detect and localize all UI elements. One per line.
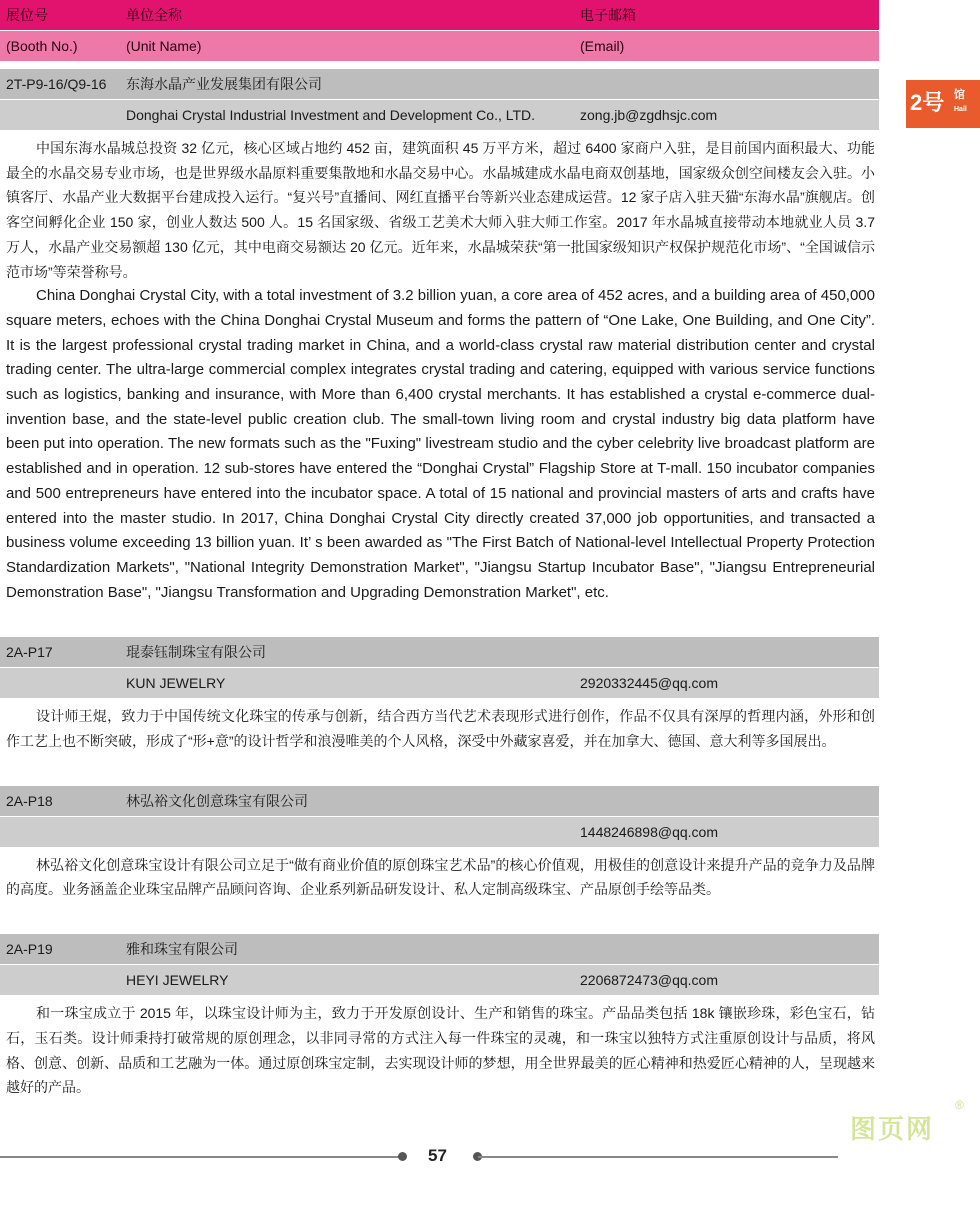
exhibitor-entry	[0, 637, 879, 753]
company-email: 2920332445@qq.com	[580, 675, 718, 692]
exhibitor-entry	[0, 69, 879, 605]
email-header: 电子邮箱	[580, 7, 636, 23]
description-cn: 林弘裕文化创意珠宝设计有限公司立足于“做有商业价值的原创珠宝艺术品”的核心价值观，用极佳的创意设计来提升产品的竞争力及品牌的高度。业务涵盖企业珠宝品牌产品顾问咨询、企业系列新品研发设计、私人定制高级珠宝、产品原创手绘等品类。	[6, 856, 875, 898]
exhibitor-row	[0, 786, 879, 816]
booth-number: 2T-P9-16/Q9-16	[6, 76, 107, 92]
footer-rule-left	[0, 1156, 400, 1158]
exhibitor-row-en	[0, 668, 879, 698]
company-name-cn: 东海水晶产业发展集团有限公司	[126, 76, 322, 92]
page-number: 57	[428, 1145, 447, 1165]
booth-number: 2A-P19	[6, 941, 53, 958]
booth-number: 2A-P18	[6, 792, 53, 809]
description-en: China Donghai Crystal City, with a total investment of 3.2 billion yuan, a core area of 452 acres, and a building area of 450,000 square meters, echoes with the China Donghai Crystal Museum and forms the pattern of “One Lake, One Building, and One City”. It is the largest professional crystal trading market in China, and a world-class crystal raw material distribution center and crystal trading center. The ultra-large commercial complex integrates crystal trading and catering, equipped with various service functions such as logistics, banking and insurance, with More than 6,400 crystal merchants. It has established a crystal e-commerce dual-invention base, and the state-level public creation club. The small-town living room and crystal industry big data platform have been put into operation. The new formats such as the "Fuxing" livestream studio and the cyber celebrity live broadcast platform are established and in operation. 12 sub-stores have entered the “Donghai Crystal” Flagship Store at T-mall. 150 incubator companies and 500 entrepreneurs have entered into the incubator space. A total of 15 national and provincial masters of arts and crafts have entered into the master studio. In 2017, China Donghai Crystal City directly created 37,000 job opportunities, and transacted a business volume exceeding 13 billion yuan. It’ s been awarded as "The First Batch of National-level Intellectual Property Protection Standardization Markets", "National Integrity Demonstration Market", "Jiangsu Startup Incubator Base", "Jiangsu Entrepreneurial Demonstration Base", "Jiangsu Transformation and Upgrading Demonstration Market", etc.	[6, 287, 875, 601]
hall-label-cn: 馆	[954, 89, 965, 101]
company-name-en: Donghai Crystal Industrial Investment and Development Co., LTD.	[126, 107, 536, 123]
exhibitor-row	[0, 637, 879, 667]
exhibitor-row	[0, 69, 879, 99]
hall-tab	[906, 80, 980, 128]
name-header: 单位全称	[126, 7, 182, 23]
exhibitor-row-en	[0, 817, 879, 847]
company-email: 1448246898@qq.com	[580, 823, 718, 840]
table-header-cn	[0, 0, 879, 30]
exhibitor-entry	[0, 934, 879, 1100]
watermark-logo: 图页网	[850, 1113, 935, 1144]
page-footer	[0, 1097, 980, 1182]
hall-label-en: Hall	[954, 106, 967, 113]
exhibitor-entry	[0, 786, 879, 902]
booth-header: 展位号	[6, 7, 48, 23]
company-name-cn: 雅和珠宝有限公司	[126, 941, 238, 958]
exhibitor-row	[0, 934, 879, 964]
exhibitor-row-en	[0, 965, 879, 995]
description-cn: 设计师王焜，致力于中国传统文化珠宝的传承与创新，结合西方当代艺术表现形式进行创作，作品不仅具有深厚的哲理内涵，外形和创作工艺上也不断突破，形成了“形+意”的设计哲学和浪漫唯美的个人风格，深受中外藏家喜爱，并在加拿大、德国、意大利等多国展出。	[6, 708, 875, 750]
booth-number: 2A-P17	[6, 644, 53, 661]
watermark-registered-mark: ®	[955, 1097, 964, 1112]
company-name-cn: 林弘裕文化创意珠宝有限公司	[126, 792, 308, 809]
email-header-en: (Email)	[580, 38, 625, 54]
footer-dot-left	[398, 1152, 407, 1161]
company-name-en: HEYI JEWELRY	[126, 972, 229, 989]
exhibitor-row-en	[0, 100, 879, 130]
description-cn: 和一珠宝成立于 2015 年，以珠宝设计师为主，致力于开发原创设计、生产和销售的珠宝。产品品类包括 18k 镶嵌珍珠，彩色宝石，钻石，玉石类。设计师秉持打破常规的原创理念，以非同寻常的方式注入每一件珠宝的灵魂，和一珠宝以独特方式注重原创设计与品质，将风格、创意、创新、品质和工艺融为一体。通过原创珠宝定制，去实现设计师的梦想，用全世界最美的匠心精神和热爱匠心精神的人，呈现越来越好的产品。	[6, 1005, 875, 1096]
footer-rule-right	[478, 1156, 838, 1158]
company-name-en: KUN JEWELRY	[126, 675, 226, 692]
company-email: zong.jb@zgdhsjc.com	[580, 107, 718, 123]
description-cn: 中国东海水晶城总投资 32 亿元，核心区域占地约 452 亩，建筑面积 45 万平方米，超过 6400 家商户入驻，是目前国内面积最大、功能最全的水晶交易专业市场，也是世界级水晶原料重要集散地和水晶交易中心。水晶城建成水晶电商双创基地，国家级众创空间楼友会入驻。小镇客厅、水晶产业大数据平台建成投入运行。“复兴号”直播间、网红直播平台等新兴业态建成运营。12 家子店入驻天猫“东海水晶”旗舰店。创客空间孵化企业 150 家，创业人数达 500 人。15 名国家级、省级工艺美术大师入驻大师工作室。2017 年水晶城直接带动本地就业人员 3.7 万人，水晶产业交易额超 130 亿元，其中电商交易额达 20 亿元。近年来，水晶城荣获“第一批国家级知识产权保护规范化市场”、“全国诚信示范市场”等荣誉称号。	[6, 140, 875, 280]
table-header-en	[0, 31, 879, 61]
hall-number: 2号	[910, 90, 945, 115]
booth-header-en: (Booth No.)	[6, 38, 78, 54]
company-name-cn: 琨泰钰制珠宝有限公司	[126, 644, 266, 661]
company-email: 2206872473@qq.com	[580, 972, 718, 989]
name-header-en: (Unit Name)	[126, 38, 202, 54]
